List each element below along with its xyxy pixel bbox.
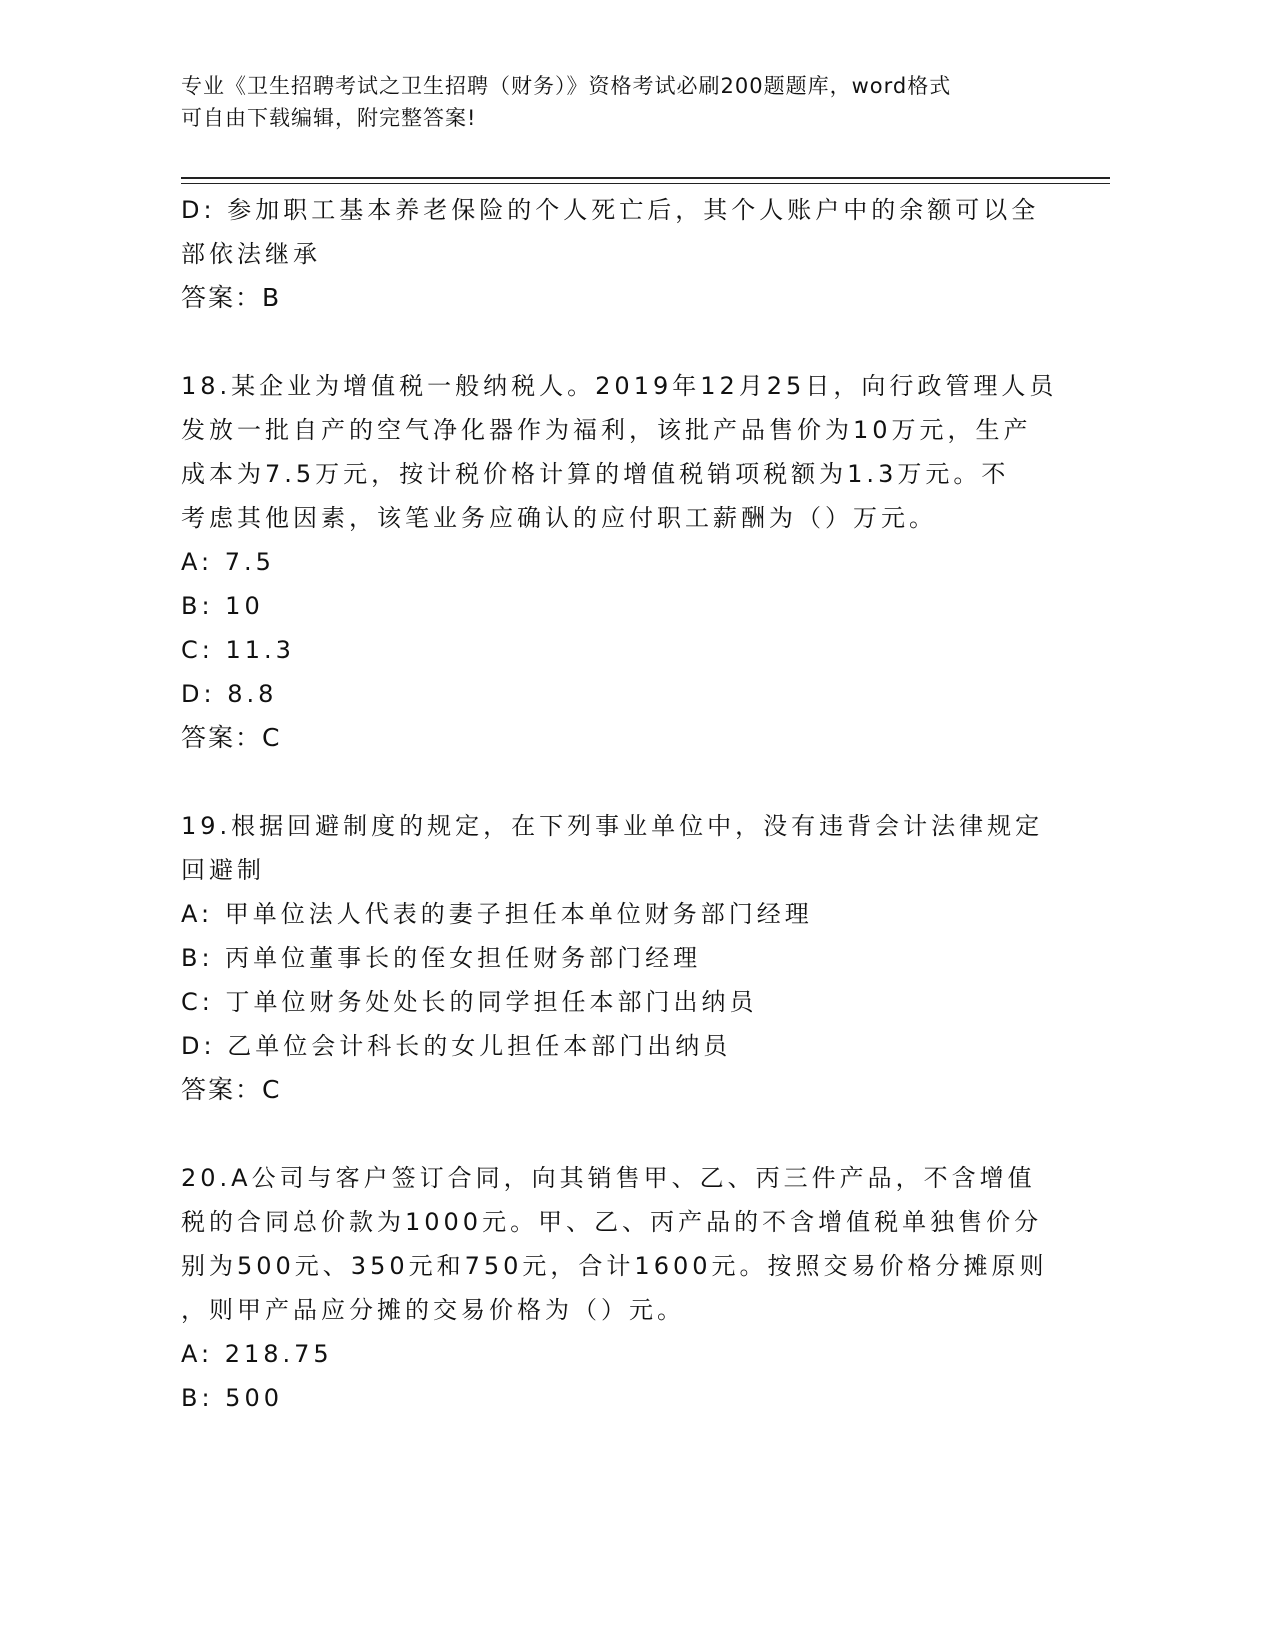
question-text-line: 发放一批自产的空气净化器作为福利，该批产品售价为10万元，生产 — [181, 416, 1032, 444]
question-text-line: 回避制 — [181, 856, 265, 884]
question-text-line: ，则甲产品应分摊的交易价格为（）元。 — [181, 1296, 685, 1324]
option-a: A: 甲单位法人代表的妻子担任本单位财务部门经理 — [181, 900, 813, 928]
question-20 — [181, 1156, 1071, 1420]
spacer — [181, 760, 1071, 804]
option-b: B: 500 — [181, 1384, 283, 1412]
header-line-2: 可自由下载编辑，附完整答案! — [181, 106, 477, 130]
spacer — [181, 1112, 1071, 1156]
header-divider-thick — [181, 177, 1110, 179]
option-d: D: 8.8 — [181, 680, 278, 708]
option-d-line-1: D: 参加职工基本养老保险的个人死亡后，其个人账户中的余额可以全 — [181, 196, 1040, 224]
question-18 — [181, 364, 1071, 760]
document-header — [181, 70, 1081, 134]
answer-label: 答案：C — [181, 1075, 282, 1104]
option-c: C: 11.3 — [181, 636, 295, 664]
question-text-line: 20.A公司与客户签订合同，向其销售甲、乙、丙三件产品，不含增值 — [181, 1164, 1036, 1192]
question-text-line: 19.根据回避制度的规定，在下列事业单位中，没有违背会计法律规定 — [181, 812, 1044, 840]
question-text-line: 成本为7.5万元，按计税价格计算的增值税销项税额为1.3万元。不 — [181, 460, 1010, 488]
question-text-line: 考虑其他因素，该笔业务应确认的应付职工薪酬为（）万元。 — [181, 504, 937, 532]
question-text-line: 税的合同总价款为1000元。甲、乙、丙产品的不含增值税单独售价分 — [181, 1208, 1043, 1236]
question-text-line: 18.某企业为增值税一般纳税人。2019年12月25日，向行政管理人员 — [181, 372, 1058, 400]
document-body — [181, 188, 1071, 1420]
option-b: B: 丙单位董事长的侄女担任财务部门经理 — [181, 944, 702, 972]
header-divider-thin — [181, 183, 1110, 184]
answer-label: 答案：C — [181, 723, 282, 752]
question-text-line: 别为500元、350元和750元，合计1600元。按照交易价格分摊原则 — [181, 1252, 1048, 1280]
option-c: C: 丁单位财务处处长的同学担任本部门出纳员 — [181, 988, 758, 1016]
spacer — [181, 320, 1071, 364]
option-a: A: 7.5 — [181, 548, 275, 576]
answer-label: 答案：B — [181, 283, 282, 312]
question-19 — [181, 804, 1071, 1112]
option-a: A: 218.75 — [181, 1340, 333, 1368]
header-line-1: 专业《卫生招聘考试之卫生招聘（财务）》资格考试必刷200题题库，word格式 — [181, 74, 952, 98]
option-d: D: 乙单位会计科长的女儿担任本部门出纳员 — [181, 1032, 732, 1060]
option-b: B: 10 — [181, 592, 264, 620]
option-d-line-2: 部依法继承 — [181, 240, 321, 268]
question-17-tail — [181, 188, 1071, 320]
